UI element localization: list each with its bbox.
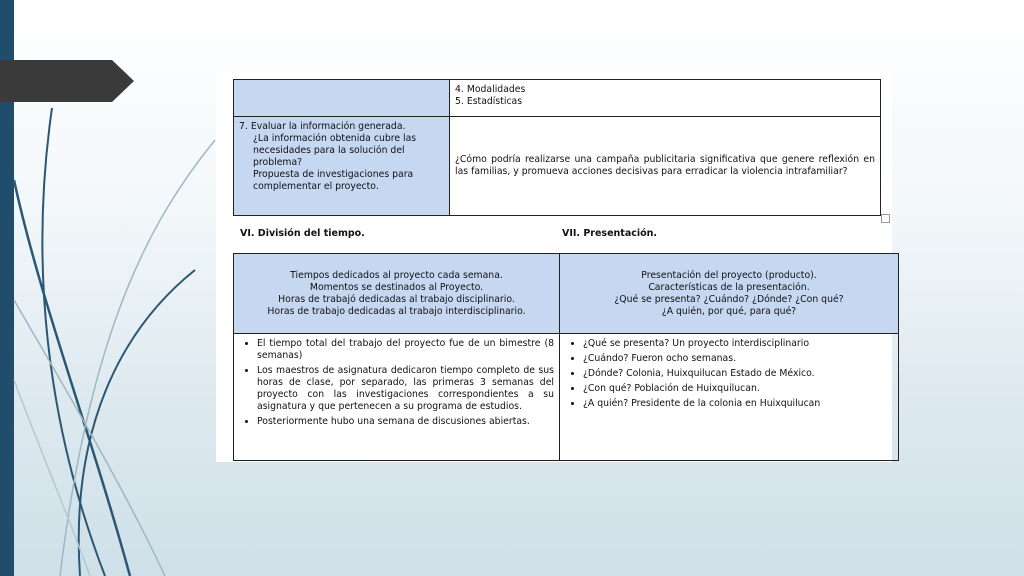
modalities-cell: [450, 80, 881, 117]
presentation-header-cell: [560, 254, 899, 334]
presentation-header-line: Características de la presentación.: [648, 281, 810, 293]
presentation-details-cell: [560, 334, 899, 461]
list-item: • ¿Cuándo? Fueron ocho semanas.: [583, 353, 893, 365]
evaluate-heading: 7. Evaluar la información generada.: [239, 121, 406, 132]
presentation-header-line: Presentación del proyecto (producto).: [641, 269, 817, 281]
time-header-line: Horas de trabajó dedicadas al trabajo disciplinario.: [278, 293, 515, 305]
presentation-header-line: ¿A quién, por qué, para qué?: [661, 305, 797, 317]
campaign-question-cell: ¿Cómo podría realizarse una campaña publicitaria significativa que genere reflexión en las familias, y promueva acciones decisivas para erradicar la violencia intrafamiliar?: [450, 117, 881, 216]
time-header-line: Tiempos dedicados al proyecto cada semana.: [290, 269, 503, 281]
list-item: • ¿A quién? Presidente de la colonia en Huixquilucan: [583, 398, 893, 410]
list-item: • ¿Qué se presenta? Un proyecto interdisciplinario: [583, 338, 893, 350]
list-item: • Posteriormente hubo una semana de discusiones abiertas.: [257, 416, 554, 428]
time-header-line: Horas de trabajo dedicadas al trabajo interdisciplinario.: [267, 305, 526, 317]
decorative-curves: [0, 0, 230, 576]
list-item: • Los maestros de asignatura dedicaron tiempo completo de sus horas de clase, por separado, las primeras 3 semanas del proyecto con las investigaciones correspondientes a su asignatura y que pertenecen a su programa de estudios.: [257, 365, 554, 413]
evaluate-question: ¿La información obtenida cubre las necesidades para la solución del problema?: [253, 133, 417, 168]
list-item: • El tiempo total del trabajo del proyecto fue de un bimestre (8 semanas): [257, 338, 554, 362]
evaluate-info-cell: [234, 117, 450, 216]
list-item: • ¿Dónde? Colonia, Huixquilucan Estado de México.: [583, 368, 893, 380]
time-presentation-table: [233, 253, 899, 461]
presentation-header-line: ¿Qué se presenta? ¿Cuándo? ¿Dónde? ¿Con qué?: [614, 293, 844, 305]
empty-cell: [234, 80, 450, 117]
section-presentation-title: VII. Presentación.: [562, 228, 658, 239]
list-item: • ¿Con qué? Población de Huixquilucan.: [583, 383, 893, 395]
statistics-item: 5. Estadísticas: [455, 96, 523, 107]
time-header-cell: [234, 254, 560, 334]
time-details-cell: [234, 334, 560, 461]
section-time-division-title: VI. División del tiempo.: [240, 228, 365, 239]
document-image: [216, 72, 892, 462]
evaluation-table: [233, 79, 881, 216]
modalities-item: 4. Modalidades: [455, 84, 526, 95]
evaluate-proposal: Propuesta de investigaciones para complementar el proyecto.: [253, 169, 414, 192]
resize-handle: [881, 214, 890, 223]
time-header-line: Momentos se destinados al Proyecto.: [309, 281, 484, 293]
